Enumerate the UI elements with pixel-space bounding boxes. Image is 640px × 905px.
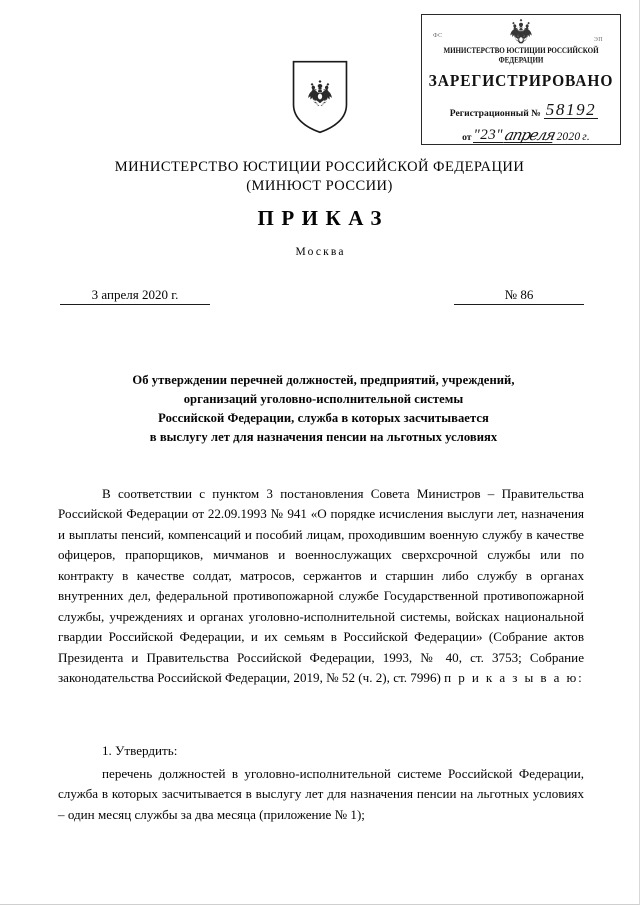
stamp-registration-label: Регистрационный № (449, 107, 541, 119)
subject-line2: организаций уголовно-исполнительной системы (183, 392, 464, 407)
document-date: 3 апреля 2020 г. (60, 288, 210, 305)
stamp-date-prefix: от (462, 131, 472, 143)
document-type-heading: ПРИКАЗ (257, 206, 389, 230)
clause-1-text: перечень должностей в уголовно-исполнительной системе Российской Федерации, служба в которых засчитывается в выслугу лет для назначения пенсии на льготных условиях – один месяц службы за два месяца (приложение № 1); (58, 766, 584, 822)
document-number: № 86 (454, 288, 584, 305)
stamp-date-month: апреля (503, 125, 557, 144)
stamp-noise-left-mark: ФС (433, 33, 443, 39)
ministry-title (0, 158, 639, 196)
stamp-date-suffix: г. (582, 130, 590, 143)
subject-line1: Об утверждении перечней должностей, предприятий, учреждений, (132, 373, 515, 387)
preamble-text (58, 484, 584, 689)
subject-line4: в выслугу лет для назначения пенсии на льготных условиях (149, 430, 498, 445)
order-verb: п р и к а з ы в а ю: (444, 670, 584, 686)
preamble-paragraph (58, 484, 584, 689)
stamp-ministry-name: МИНИСТЕРСТВО ЮСТИЦИИ РОССИЙСКОЙ ФЕДЕРАЦИИ (443, 45, 599, 65)
clause-1-heading-text: 1. Утвердить: (102, 743, 178, 758)
clause-1-paragraph (58, 764, 584, 825)
ministry-title-line1: МИНИСТЕРСТВО ЮСТИЦИИ РОССИЙСКОЙ ФЕДЕРАЦИИ (114, 159, 525, 175)
preamble-body: В соответствии с пунктом 3 постановления Совета Министров – Правительства Российской Федерации от 22.09.1993 № 941 «О порядке исчисления выслуги лет, назначения и выплаты пенсий, компенсаций и пособий лицам, проходившим военную службу в качестве офицеров, прапорщиков, мичманов и военнослужащих сверхсрочной службы или по контракту в качестве солдат, матросов, сержантов и старшин либо службу в органах внутренних дел, федеральной противопожарной службе Государственной противопожарной службы, учреждениях и органах уголовно-исполнительной системы, войсках национальной гвардии Российской Федерации, и их семьям в Российской Федерации» (Собрание актов Президента и Правительства Российской Федерации, 1993, № 40, ст. 3753; Собрание законодательства Российской Федерации, 2019, № 52 (ч. 2), ст. 7996) (58, 486, 584, 686)
stamp-date-day: "23" (473, 126, 504, 143)
russian-coat-of-arms-icon (504, 18, 538, 45)
stamp-registration-number: 58192 (545, 99, 597, 119)
subject-line3: Российской Федерации, служба в которых засчитывается (158, 411, 489, 426)
stamp-date-year: 2020 (556, 130, 581, 143)
ministry-title-line2: (МИНЮСТ РОССИИ) (246, 178, 393, 195)
header-crest-container (0, 60, 639, 139)
russian-coat-of-arms-icon (291, 60, 349, 134)
stamp-noise-right-mark: ЭП (593, 37, 603, 43)
city-label: Москва (295, 246, 346, 258)
stamp-registered-label: ЗАРЕГИСТРИРОВАНО (428, 72, 614, 91)
clause-1-heading (58, 741, 584, 761)
document-meta-row (60, 288, 584, 308)
document-subject-title (72, 371, 575, 448)
